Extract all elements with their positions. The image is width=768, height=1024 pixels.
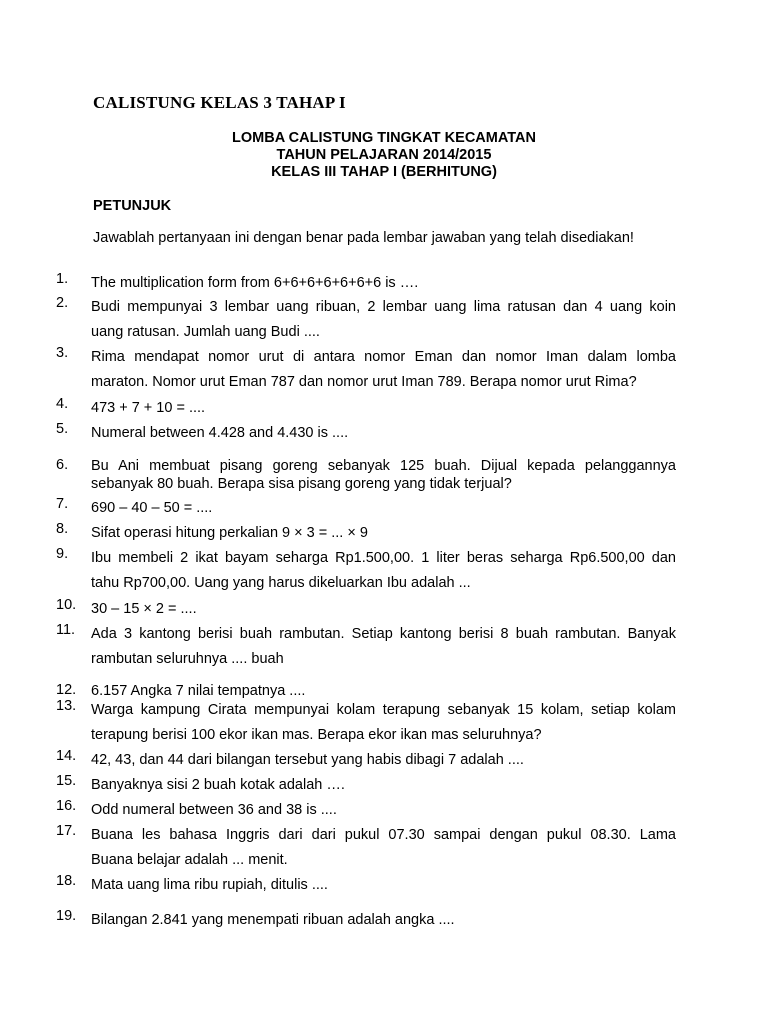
question-line: sebanyak 80 buah. Berapa sisa pisang goreng yang tidak terjual?: [91, 476, 512, 492]
question-item: [56, 496, 676, 521]
question-number: 17.: [56, 823, 77, 839]
question-line: The multiplication form from 6+6+6+6+6+6+6 is ….: [91, 275, 419, 291]
title-line: TAHUN PELAJARAN 2014/2015: [276, 147, 492, 163]
question-text: [91, 295, 676, 345]
question-item: [56, 396, 676, 421]
question-text: [91, 698, 676, 748]
question-item: [56, 908, 676, 933]
question-number: 16.: [56, 798, 77, 814]
question-text: [91, 546, 676, 596]
question-item: [56, 295, 676, 345]
question-item: [56, 271, 676, 296]
question-text: [91, 521, 676, 546]
question-text: [91, 421, 676, 446]
question-item: [56, 345, 676, 395]
question-line: uang ratusan. Jumlah uang Budi ....: [91, 324, 320, 340]
question-number: 8.: [56, 521, 69, 537]
question-number: 5.: [56, 421, 69, 437]
title-line: LOMBA CALISTUNG TINGKAT KECAMATAN: [232, 130, 536, 146]
question-item: [56, 521, 676, 546]
question-line: Sifat operasi hitung perkalian 9 × 3 = ... × 9: [91, 525, 368, 541]
question-item: [56, 457, 676, 493]
question-line: 690 – 40 – 50 = ....: [91, 500, 213, 516]
question-item: [56, 622, 676, 672]
instruction-text: Jawablah pertanyaan ini dengan benar pada lembar jawaban yang telah disediakan!: [93, 230, 634, 246]
question-number: 12.: [56, 682, 77, 698]
question-text: [91, 396, 676, 421]
question-item: [56, 421, 676, 446]
question-line: Buana les bahasa Inggris dari dari pukul 07.30 sampai dengan pukul 08.30. Lama: [91, 827, 676, 843]
document-header: CALISTUNG KELAS 3 TAHAP I: [93, 93, 346, 112]
question-line: Rima mendapat nomor urut di antara nomor Eman dan nomor Iman dalam lomba: [91, 349, 676, 365]
title-block: [0, 130, 768, 181]
question-item: [56, 823, 676, 873]
question-number: 1.: [56, 271, 69, 287]
question-item: [56, 546, 676, 596]
question-text: [91, 597, 676, 622]
question-line: 6.157 Angka 7 nilai tempatnya ....: [91, 683, 306, 699]
question-number: 15.: [56, 773, 77, 789]
question-number: 14.: [56, 748, 77, 764]
question-line: maraton. Nomor urut Eman 787 dan nomor urut Iman 789. Berapa nomor urut Rima?: [91, 374, 637, 390]
question-text: [91, 622, 676, 672]
question-line: Mata uang lima ribu rupiah, ditulis ....: [91, 877, 328, 893]
question-number: 10.: [56, 597, 77, 613]
question-line: 42, 43, dan 44 dari bilangan tersebut yang habis dibagi 7 adalah ....: [91, 752, 524, 768]
question-number: 18.: [56, 873, 77, 889]
question-line: Budi mempunyai 3 lembar uang ribuan, 2 lembar uang lima ratusan dan 4 uang koin: [91, 299, 676, 315]
question-line: terapung berisi 100 ekor ikan mas. Berapa ekor ikan mas seluruhnya?: [91, 727, 542, 743]
question-number: 7.: [56, 496, 69, 512]
question-text: [91, 457, 676, 493]
question-text: [91, 823, 676, 873]
question-line: 30 – 15 × 2 = ....: [91, 601, 197, 617]
question-line: Bu Ani membuat pisang goreng sebanyak 125 buah. Dijual kepada pelanggannya: [91, 458, 676, 474]
question-number: 2.: [56, 295, 69, 311]
question-line: Ibu membeli 2 ikat bayam seharga Rp1.500,00. 1 liter beras seharga Rp6.500,00 dan: [91, 550, 676, 566]
question-number: 6.: [56, 457, 69, 473]
question-item: [56, 873, 676, 898]
question-text: [91, 345, 676, 395]
question-text: [91, 271, 676, 296]
question-item: [56, 773, 676, 798]
question-line: tahu Rp700,00. Uang yang harus dikeluarkan Ibu adalah ...: [91, 575, 471, 591]
question-number: 3.: [56, 345, 69, 361]
question-line: Buana belajar adalah ... menit.: [91, 852, 288, 868]
question-text: [91, 496, 676, 521]
question-number: 13.: [56, 698, 77, 714]
question-line: rambutan seluruhnya .... buah: [91, 651, 284, 667]
question-text: [91, 773, 676, 798]
question-number: 19.: [56, 908, 77, 924]
instructions-heading: PETUNJUK: [93, 198, 172, 214]
question-text: [91, 873, 676, 898]
question-line: Warga kampung Cirata mempunyai kolam terapung sebanyak 15 kolam, setiap kolam: [91, 702, 676, 718]
question-text: [91, 908, 676, 933]
question-number: 4.: [56, 396, 69, 412]
question-line: Odd numeral between 36 and 38 is ....: [91, 802, 337, 818]
question-item: [56, 798, 676, 823]
question-line: 473 + 7 + 10 = ....: [91, 400, 206, 416]
question-line: Numeral between 4.428 and 4.430 is ....: [91, 425, 349, 441]
question-number: 9.: [56, 546, 69, 562]
question-number: 11.: [56, 622, 76, 638]
question-text: [91, 798, 676, 823]
question-line: Bilangan 2.841 yang menempati ribuan adalah angka ....: [91, 912, 455, 928]
question-item: [56, 597, 676, 622]
title-line: KELAS III TAHAP I (BERHITUNG): [271, 164, 497, 180]
question-text: [91, 748, 676, 773]
question-line: Banyaknya sisi 2 buah kotak adalah ….: [91, 777, 345, 793]
question-item: [56, 698, 676, 748]
question-line: Ada 3 kantong berisi buah rambutan. Setiap kantong berisi 8 buah rambutan. Banyak: [91, 626, 676, 642]
question-item: [56, 748, 676, 773]
